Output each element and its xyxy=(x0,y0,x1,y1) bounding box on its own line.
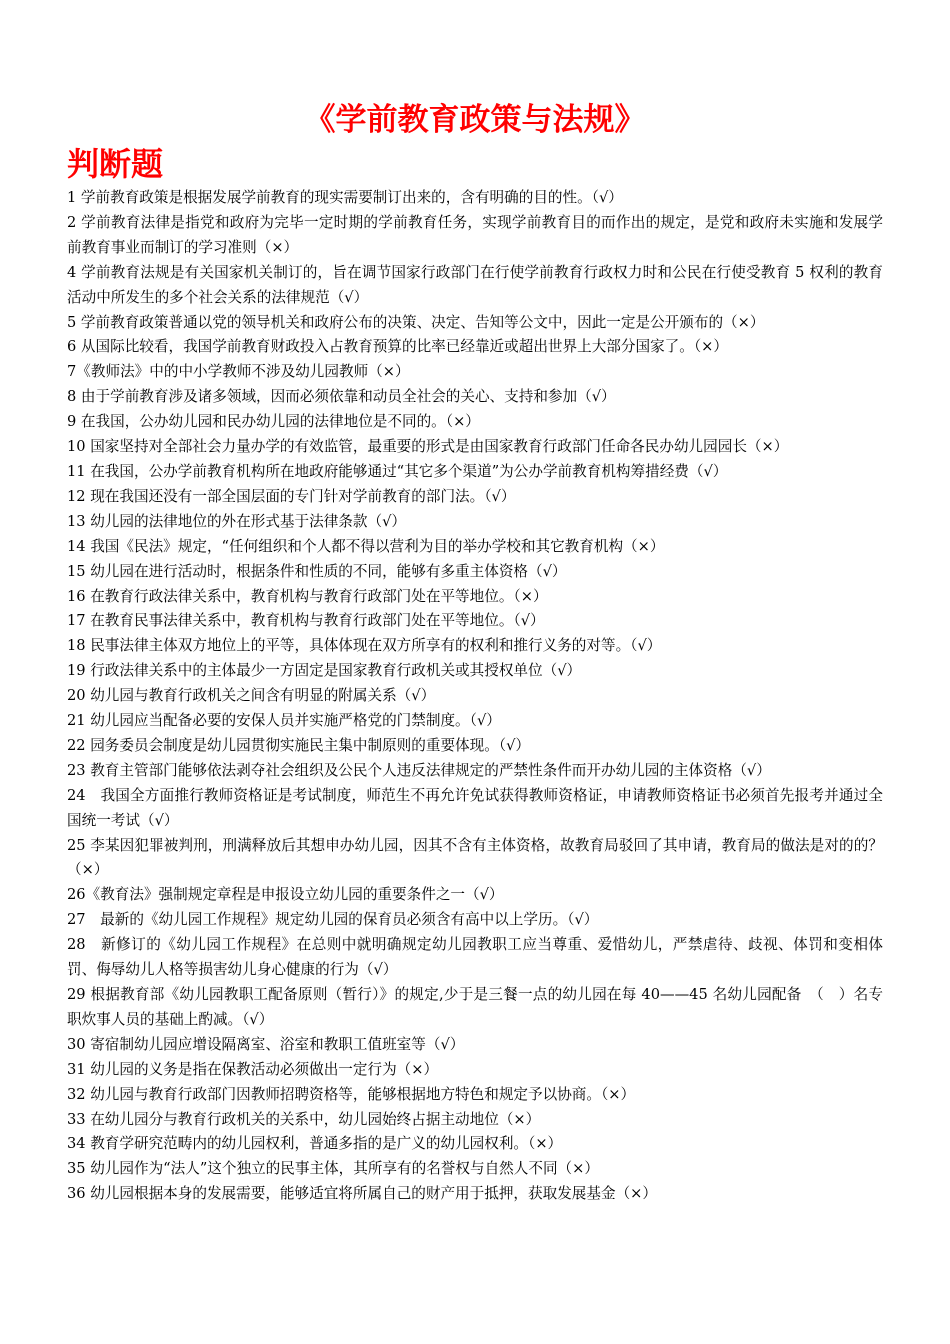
list-item: 25 李某因犯罪被判刑，刑满释放后其想申办幼儿园，因其不含有主体资格，故教育局驳回了其申请，教育局的做法是对的的？（×） xyxy=(67,836,883,879)
list-item: 19 行政法律关系中的主体最少一方固定是国家教育行政机关或其授权单位（√） xyxy=(67,662,582,680)
list-item: 23 教育主管部门能够依法剥夺社会组织及公民个人违反法律规定的严禁性条件而开办幼儿园的主体资格（√） xyxy=(67,761,771,779)
list-item: 6 从国际比较看，我国学前教育财政投入占教育预算的比率已经靠近或超出世界上大部分国家了。（×） xyxy=(67,338,728,356)
list-item: 29 根据教育部《幼儿园教职工配备原则（暂行）》的规定,少于是三餐一点的幼儿园在每 40——45 名幼儿园配备 （ ）名专职炊事人员的基础上酌减。（√） xyxy=(67,986,883,1028)
list-item: 13 幼儿园的法律地位的外在形式基于法律条款（√） xyxy=(67,512,406,530)
list-item: 27 最新的《幼儿园工作规程》规定幼儿园的保育员必须含有高中以上学历。（√） xyxy=(67,911,599,929)
list-item: 35 幼儿园作为“法人”这个独立的民事主体，其所享有的名誉权与自然人不同（×） xyxy=(67,1160,599,1178)
list-item: 22 园务委员会制度是幼儿园贯彻实施民主集中制原则的重要体现。（√） xyxy=(67,736,531,754)
question-list xyxy=(67,186,883,1207)
list-item: 5 学前教育政策普通以党的领导机关和政府公布的决策、决定、告知等公文中，因此一定是公开颁布的（×） xyxy=(67,313,765,331)
document-page xyxy=(67,100,883,1207)
list-item: 9 在我国，公办幼儿园和民办幼儿园的法律地位是不同的。（×） xyxy=(67,413,480,431)
section-heading: 判断题 xyxy=(67,145,164,183)
list-item: 20 幼儿园与教育行政机关之间含有明显的附属关系（√） xyxy=(67,687,436,705)
list-item: 16 在教育行政法律关系中，教育机构与教育行政部门处在平等地位。（×） xyxy=(67,587,548,605)
list-item: 21 幼儿园应当配备必要的安保人员并实施严格党的门禁制度。（√） xyxy=(67,712,501,730)
list-item: 30 寄宿制幼儿园应增设隔离室、浴室和教职工值班室等（√） xyxy=(67,1035,465,1053)
list-item: 15 幼儿园在进行活动时，根据条件和性质的不同，能够有多重主体资格（√） xyxy=(67,562,567,580)
list-item: 32 幼儿园与教育行政部门因教师招聘资格等，能够根据地方特色和规定予以协商。（×） xyxy=(67,1085,636,1103)
list-item: 28 新修订的《幼儿园工作规程》在总则中就明确规定幼儿园教职工应当尊重、爱惜幼儿，严禁虐待、歧视、体罚和变相体罚、侮辱幼儿人格等损害幼儿身心健康的行为（√） xyxy=(67,936,883,979)
list-item: 33 在幼儿园分与教育行政机关的关系中，幼儿园始终占据主动地位（×） xyxy=(67,1110,541,1128)
document-title: 《学前教育政策与法规》 xyxy=(304,102,646,138)
list-item: 4 学前教育法规是有关国家机关制订的，旨在调节国家行政部门在行使学前教育行政权力时和公民在行使受教育 5 权利的教育活动中所发生的多个社会关系的法律规范（√） xyxy=(67,263,883,306)
list-item: 18 民事法律主体双方地位上的平等，具体体现在双方所享有的权利和推行义务的对等。（√） xyxy=(67,637,662,655)
list-item: 17 在教育民事法律关系中，教育机构与教育行政部门处在平等地位。（√） xyxy=(67,612,545,630)
list-item: 1 学前教育政策是根据发展学前教育的现实需要制订出来的，含有明确的目的性。（√） xyxy=(67,189,623,206)
list-item: 31 幼儿园的义务是指在保教活动必须做出一定行为（×） xyxy=(67,1060,439,1078)
list-item: 24 我国全方面推行教师资格证是考试制度，师范生不再允许免试获得教师资格证，申请教师资格证书必须首先报考并通过全国统一考试（√） xyxy=(67,786,883,829)
list-item: 12 现在我国还没有一部全国层面的专门针对学前教育的部门法。（√） xyxy=(67,487,516,505)
list-item: 34 教育学研究范畴内的幼儿园权利，普通多指的是广义的幼儿园权利。（×） xyxy=(67,1135,563,1153)
list-item: 36 幼儿园根据本身的发展需要，能够适宜将所属自己的财产用于抵押，获取发展基金（×） xyxy=(67,1185,658,1203)
list-item: 11 在我国，公办学前教育机构所在地政府能够通过“其它多个渠道”为公办学前教育机构筹措经费（√） xyxy=(67,462,728,480)
list-item: 2 学前教育法律是指党和政府为完毕一定时期的学前教育任务，实现学前教育目的而作出的规定，是党和政府未实施和发展学前教育事业而制订的学习准则（×） xyxy=(67,213,883,256)
list-item: 7《教师法》中的中小学教师不涉及幼儿园教师（×） xyxy=(67,363,410,381)
list-item: 8 由于学前教育涉及诸多领域，因而必须依靠和动员全社会的关心、支持和参加（√） xyxy=(67,388,616,406)
list-item: 14 我国《民法》规定，“任何组织和个人都不得以营利为目的举办学校和其它教育机构（×） xyxy=(67,537,665,555)
list-item: 26《教育法》强制规定章程是申报设立幼儿园的重要条件之一（√） xyxy=(67,886,504,904)
list-item: 10 国家坚持对全部社会力量办学的有效监管，最重要的形式是由国家教育行政部门任命各民办幼儿园园长（×） xyxy=(67,438,789,456)
